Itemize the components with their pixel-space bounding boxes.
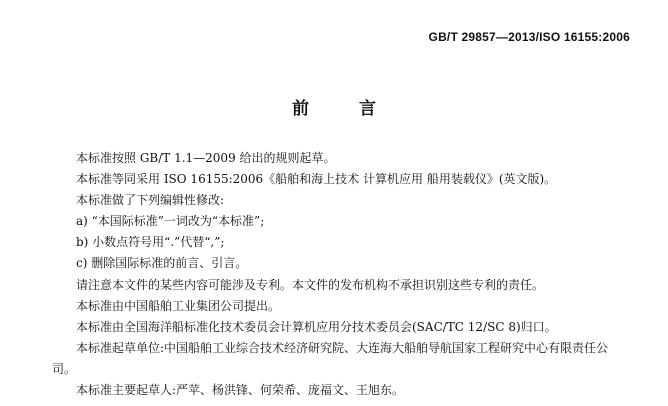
- foreword-body: [52, 148, 632, 401]
- paragraph-patent-notice: 请注意本文件的某些内容可能涉及专利。本文件的发布机构不承担识别这些专利的责任。: [76, 277, 545, 292]
- list-item: a) “本国际标准”一词改为“本标准”;: [76, 214, 265, 229]
- standard-code: GB/T 29857—2013/ISO 16155:2006: [428, 30, 630, 44]
- paragraph-drafters: 本标准主要起草人:严苹、杨洪锋、何荣希、庞福文、王旭东。: [76, 383, 405, 398]
- list-item: b) 小数点符号用“.”代替“,”;: [76, 235, 225, 250]
- page-title: 前 言: [292, 99, 398, 119]
- paragraph-editorial-changes: 本标准做了下列编辑性修改:: [76, 193, 225, 208]
- paragraph-committee: 本标准由全国海洋船标准化技术委员会计算机应用分技术委员会(SAC/TC 12/SC 8)归口。: [76, 319, 557, 334]
- paragraph-drafting-units: 本标准起草单位:中国船舶工业综合技术经济研究院、大连海大船舶导航国家工程研究中心有限责任公司。: [52, 340, 609, 376]
- paragraph-proposer: 本标准由中国船舶工业集团公司提出。: [76, 298, 281, 313]
- list-item: c) 删除国际标准的前言、引言。: [76, 256, 248, 271]
- paragraph-drafting-rules: 本标准按照 GB/T 1.1—2009 给出的规则起草。: [76, 151, 336, 165]
- paragraph-equivalent-adoption: 本标准等同采用 ISO 16155:2006《船舶和海上技术 计算机应用 船用装载仪》(英文版)。: [76, 172, 557, 187]
